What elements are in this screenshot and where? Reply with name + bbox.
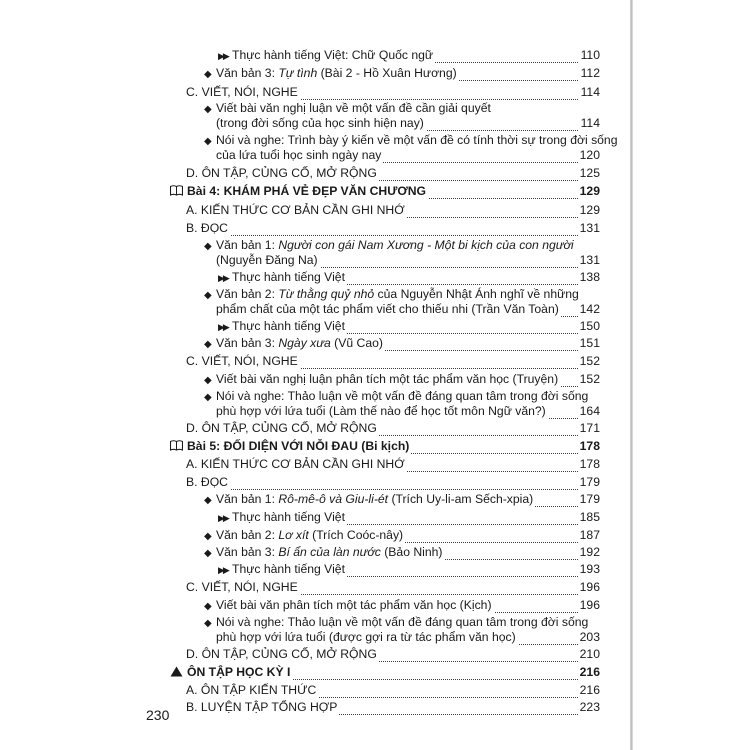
diamond-bullet-icon: ◆ (204, 104, 212, 115)
toc-title: Bài 4: KHÁM PHÁ VẺ ĐẸP VĂN CHƯƠNG (187, 184, 427, 198)
toc-title-suffix: (Bảo Ninh) (380, 545, 443, 559)
toc-title: B. ĐỌC (186, 475, 228, 489)
toc-entry-practice[interactable] (218, 510, 600, 525)
toc-entry-bullet[interactable] (204, 372, 600, 387)
toc-page: 110 (580, 48, 600, 62)
toc-entry-text[interactable] (204, 492, 600, 507)
toc-title: Thực hành tiếng Việt (232, 319, 345, 333)
diamond-bullet-icon: ◆ (204, 375, 212, 386)
toc-entry-section[interactable] (186, 221, 600, 236)
toc-page: 129 (579, 203, 600, 217)
toc-entry-text[interactable] (204, 287, 600, 317)
toc-title: A. KIẾN THỨC CƠ BẢN CẦN GHI NHỚ (186, 203, 405, 217)
diamond-bullet-icon: ◆ (204, 495, 212, 506)
toc-page: 179 (579, 475, 600, 489)
toc-entry-practice[interactable] (218, 270, 600, 285)
toc-title-italic: Người con gái Nam Xương - Một bi kịch của con người (278, 238, 574, 252)
toc-entry-text[interactable] (204, 66, 600, 81)
toc-page: 151 (579, 336, 600, 350)
toc-title: Thực hành tiếng Việt (232, 270, 345, 284)
toc-entry-section[interactable] (186, 647, 600, 662)
toc-title: Thực hành tiếng Việt (232, 562, 345, 576)
double-arrow-icon: ▶▶ (218, 322, 228, 332)
toc-title: B. ĐỌC (186, 221, 228, 235)
toc-entry-lesson[interactable] (170, 665, 600, 680)
toc-entry-practice[interactable] (218, 48, 600, 63)
toc-title: Viết bài văn nghị luận phân tích một tác phẩm văn học (Truyện) (216, 372, 559, 386)
toc-title-prefix: Văn bản 3: (216, 545, 279, 559)
toc-title-line1: Nói và nghe: Thảo luận về một vấn đề đáng quan tâm trong đời sống (216, 615, 589, 629)
toc-entry-section[interactable] (186, 85, 600, 100)
toc-title: C. VIẾT, NÓI, NGHE (186, 580, 298, 594)
toc-title: ÔN TẬP HỌC KỲ I (187, 665, 291, 679)
toc-title-prefix: Văn bản 3: (216, 336, 279, 350)
toc-title-italic: Lơ xít (278, 528, 309, 542)
diamond-bullet-icon: ◆ (204, 618, 212, 629)
toc-page: 125 (579, 166, 600, 180)
toc-title-suffix: (Bài 2 - Hồ Xuân Hương) (317, 66, 457, 80)
toc-page: 131 (579, 221, 600, 235)
toc-entry-section[interactable] (186, 203, 600, 218)
toc-page: 131 (579, 253, 600, 267)
diamond-bullet-icon: ◆ (204, 601, 212, 612)
toc-entry-lesson[interactable] (170, 439, 600, 454)
toc-page: 187 (579, 528, 600, 542)
toc-entry-text[interactable] (204, 336, 600, 351)
toc-page: 150 (579, 319, 600, 333)
toc-entry-bullet[interactable] (204, 389, 600, 419)
triangle-icon (170, 666, 183, 677)
toc-entry-bullet[interactable] (204, 615, 600, 645)
toc-title-line2: phẩm chất của một tác phẩm viết cho thiếu nhi (Trần Văn Toàn) (216, 302, 559, 316)
toc-page: 216 (579, 683, 600, 697)
diamond-bullet-icon: ◆ (204, 69, 212, 80)
toc-title-suffix: (Vũ Cao) (330, 336, 383, 350)
toc-entry-practice[interactable] (218, 319, 600, 334)
toc-title-italic: Rô-mê-ô và Giu-li-ét (278, 492, 389, 506)
toc-page: 192 (579, 545, 600, 559)
toc-page: 114 (580, 85, 600, 99)
double-arrow-icon: ▶▶ (218, 51, 228, 61)
toc-title: D. ÔN TẬP, CỦNG CỐ, MỞ RỘNG (186, 421, 377, 435)
toc-title-line1: Nói và nghe: Thảo luận về một vấn đề đáng quan tâm trong đời sống (216, 389, 589, 403)
toc-title-italic: Từ thằng quỷ nhỏ (278, 287, 375, 301)
toc-title: D. ÔN TẬP, CỦNG CỐ, MỞ RỘNG (186, 647, 377, 661)
diamond-bullet-icon: ◆ (204, 241, 212, 252)
toc-entry-section[interactable] (186, 475, 600, 490)
toc-page: 185 (579, 510, 600, 524)
toc-title: D. ÔN TẬP, CỦNG CỐ, MỞ RỘNG (186, 166, 377, 180)
toc-page: 164 (579, 404, 600, 418)
toc-page: 178 (579, 457, 600, 471)
toc-entry-section[interactable] (186, 700, 600, 715)
toc-page: 216 (579, 665, 600, 679)
toc-entry-section[interactable] (186, 166, 600, 181)
toc-title-line2: của lứa tuổi học sinh ngày nay (216, 148, 382, 162)
toc-entry-text[interactable] (204, 528, 600, 543)
toc-page: 193 (579, 562, 600, 576)
toc-page: 142 (579, 302, 600, 316)
book-icon (170, 185, 183, 196)
toc-title-italic: Ngày xưa (278, 336, 331, 350)
toc-title: B. LUYỆN TẬP TỔNG HỢP (186, 700, 338, 714)
toc-page: 178 (579, 439, 600, 453)
toc-page: 223 (579, 700, 600, 714)
toc-page: 152 (579, 354, 600, 368)
page-number: 230 (146, 707, 170, 723)
toc-entry-section[interactable] (186, 421, 600, 436)
toc-page: 114 (580, 116, 600, 130)
toc-entry-text[interactable] (204, 545, 600, 560)
toc-page: 112 (580, 66, 600, 80)
toc-title-line1: Nói và nghe: Trình bày ý kiến về một vấn đề có tính thời sự trong đời sống (216, 133, 618, 147)
toc-entry-bullet[interactable] (204, 133, 618, 163)
toc-title: A. KIẾN THỨC CƠ BẢN CẦN GHI NHỚ (186, 457, 405, 471)
toc-title-line2: phù hợp với lứa tuổi (được gợi ra từ tác phẩm văn học) (216, 630, 516, 644)
diamond-bullet-icon: ◆ (204, 548, 212, 559)
toc-page: 152 (579, 372, 600, 386)
toc-page: 210 (579, 647, 600, 661)
toc-title-prefix: Văn bản 1: (216, 238, 279, 252)
toc-title-prefix: Văn bản 2: (216, 287, 279, 301)
toc-title-prefix: Văn bản 3: (216, 66, 279, 80)
toc-title-line1: Viết bài văn nghị luận về một vấn đề cần giải quyết (216, 101, 491, 115)
toc-title-suffix: của Nguyễn Nhật Ánh nghĩ về những (374, 287, 579, 301)
toc-title: Bài 5: ĐỐI DIỆN VỚI NỖI ĐAU (Bi kịch) (187, 439, 410, 453)
diamond-bullet-icon: ◆ (204, 339, 212, 350)
toc-title: Thực hành tiếng Việt (232, 510, 345, 524)
toc-entry-lesson[interactable] (170, 184, 600, 199)
toc-entry-section[interactable] (186, 354, 600, 369)
toc-title-italic: Bí ẩn của làn nước (278, 545, 381, 559)
toc-title-italic: Tự tình (278, 66, 318, 80)
toc-title-suffix: (Trích Coóc-nây) (308, 528, 404, 542)
toc-page: 171 (579, 421, 600, 435)
toc-title: Thực hành tiếng Việt: Chữ Quốc ngữ (232, 48, 434, 62)
toc-entry-section[interactable] (186, 457, 600, 472)
diamond-bullet-icon: ◆ (204, 531, 212, 542)
toc-title: C. VIẾT, NÓI, NGHE (186, 85, 298, 99)
toc-title: Viết bài văn phân tích một tác phẩm văn học (Kịch) (216, 598, 492, 612)
toc-page: 196 (579, 580, 600, 594)
toc-entry-bullet[interactable] (204, 101, 600, 131)
toc-entry-text[interactable] (204, 238, 600, 268)
diamond-bullet-icon: ◆ (204, 392, 212, 403)
toc-title: C. VIẾT, NÓI, NGHE (186, 354, 298, 368)
toc-page: 196 (579, 598, 600, 612)
toc-page: 120 (579, 148, 600, 162)
diamond-bullet-icon: ◆ (204, 136, 212, 147)
toc-entry-section[interactable] (186, 683, 600, 698)
double-arrow-icon: ▶▶ (218, 565, 228, 575)
double-arrow-icon: ▶▶ (218, 513, 228, 523)
toc-entry-practice[interactable] (218, 562, 600, 577)
diamond-bullet-icon: ◆ (204, 290, 212, 301)
toc-title-line2: phù hợp với lứa tuổi (Làm thế nào để học tốt môn Ngữ văn?) (216, 404, 546, 418)
toc-title: A. ÔN TẬP KIẾN THỨC (186, 683, 317, 697)
toc-title-prefix: Văn bản 1: (216, 492, 279, 506)
double-arrow-icon: ▶▶ (218, 273, 228, 283)
toc-entry-bullet[interactable] (204, 598, 600, 613)
toc-title-line2: (trong đời sống của học sinh hiện nay) (216, 116, 424, 130)
toc-page: 129 (579, 184, 600, 198)
toc-title-suffix: (Trích Uy-li-am Sếch-xpia) (388, 492, 534, 506)
toc-page: 138 (579, 270, 600, 284)
toc-title-prefix: Văn bản 2: (216, 528, 279, 542)
toc-entry-section[interactable] (186, 580, 600, 595)
toc-page: 203 (579, 630, 600, 644)
toc-page: 179 (579, 492, 600, 506)
toc-title-line2: (Nguyễn Đăng Na) (216, 253, 318, 267)
book-icon (170, 440, 183, 451)
